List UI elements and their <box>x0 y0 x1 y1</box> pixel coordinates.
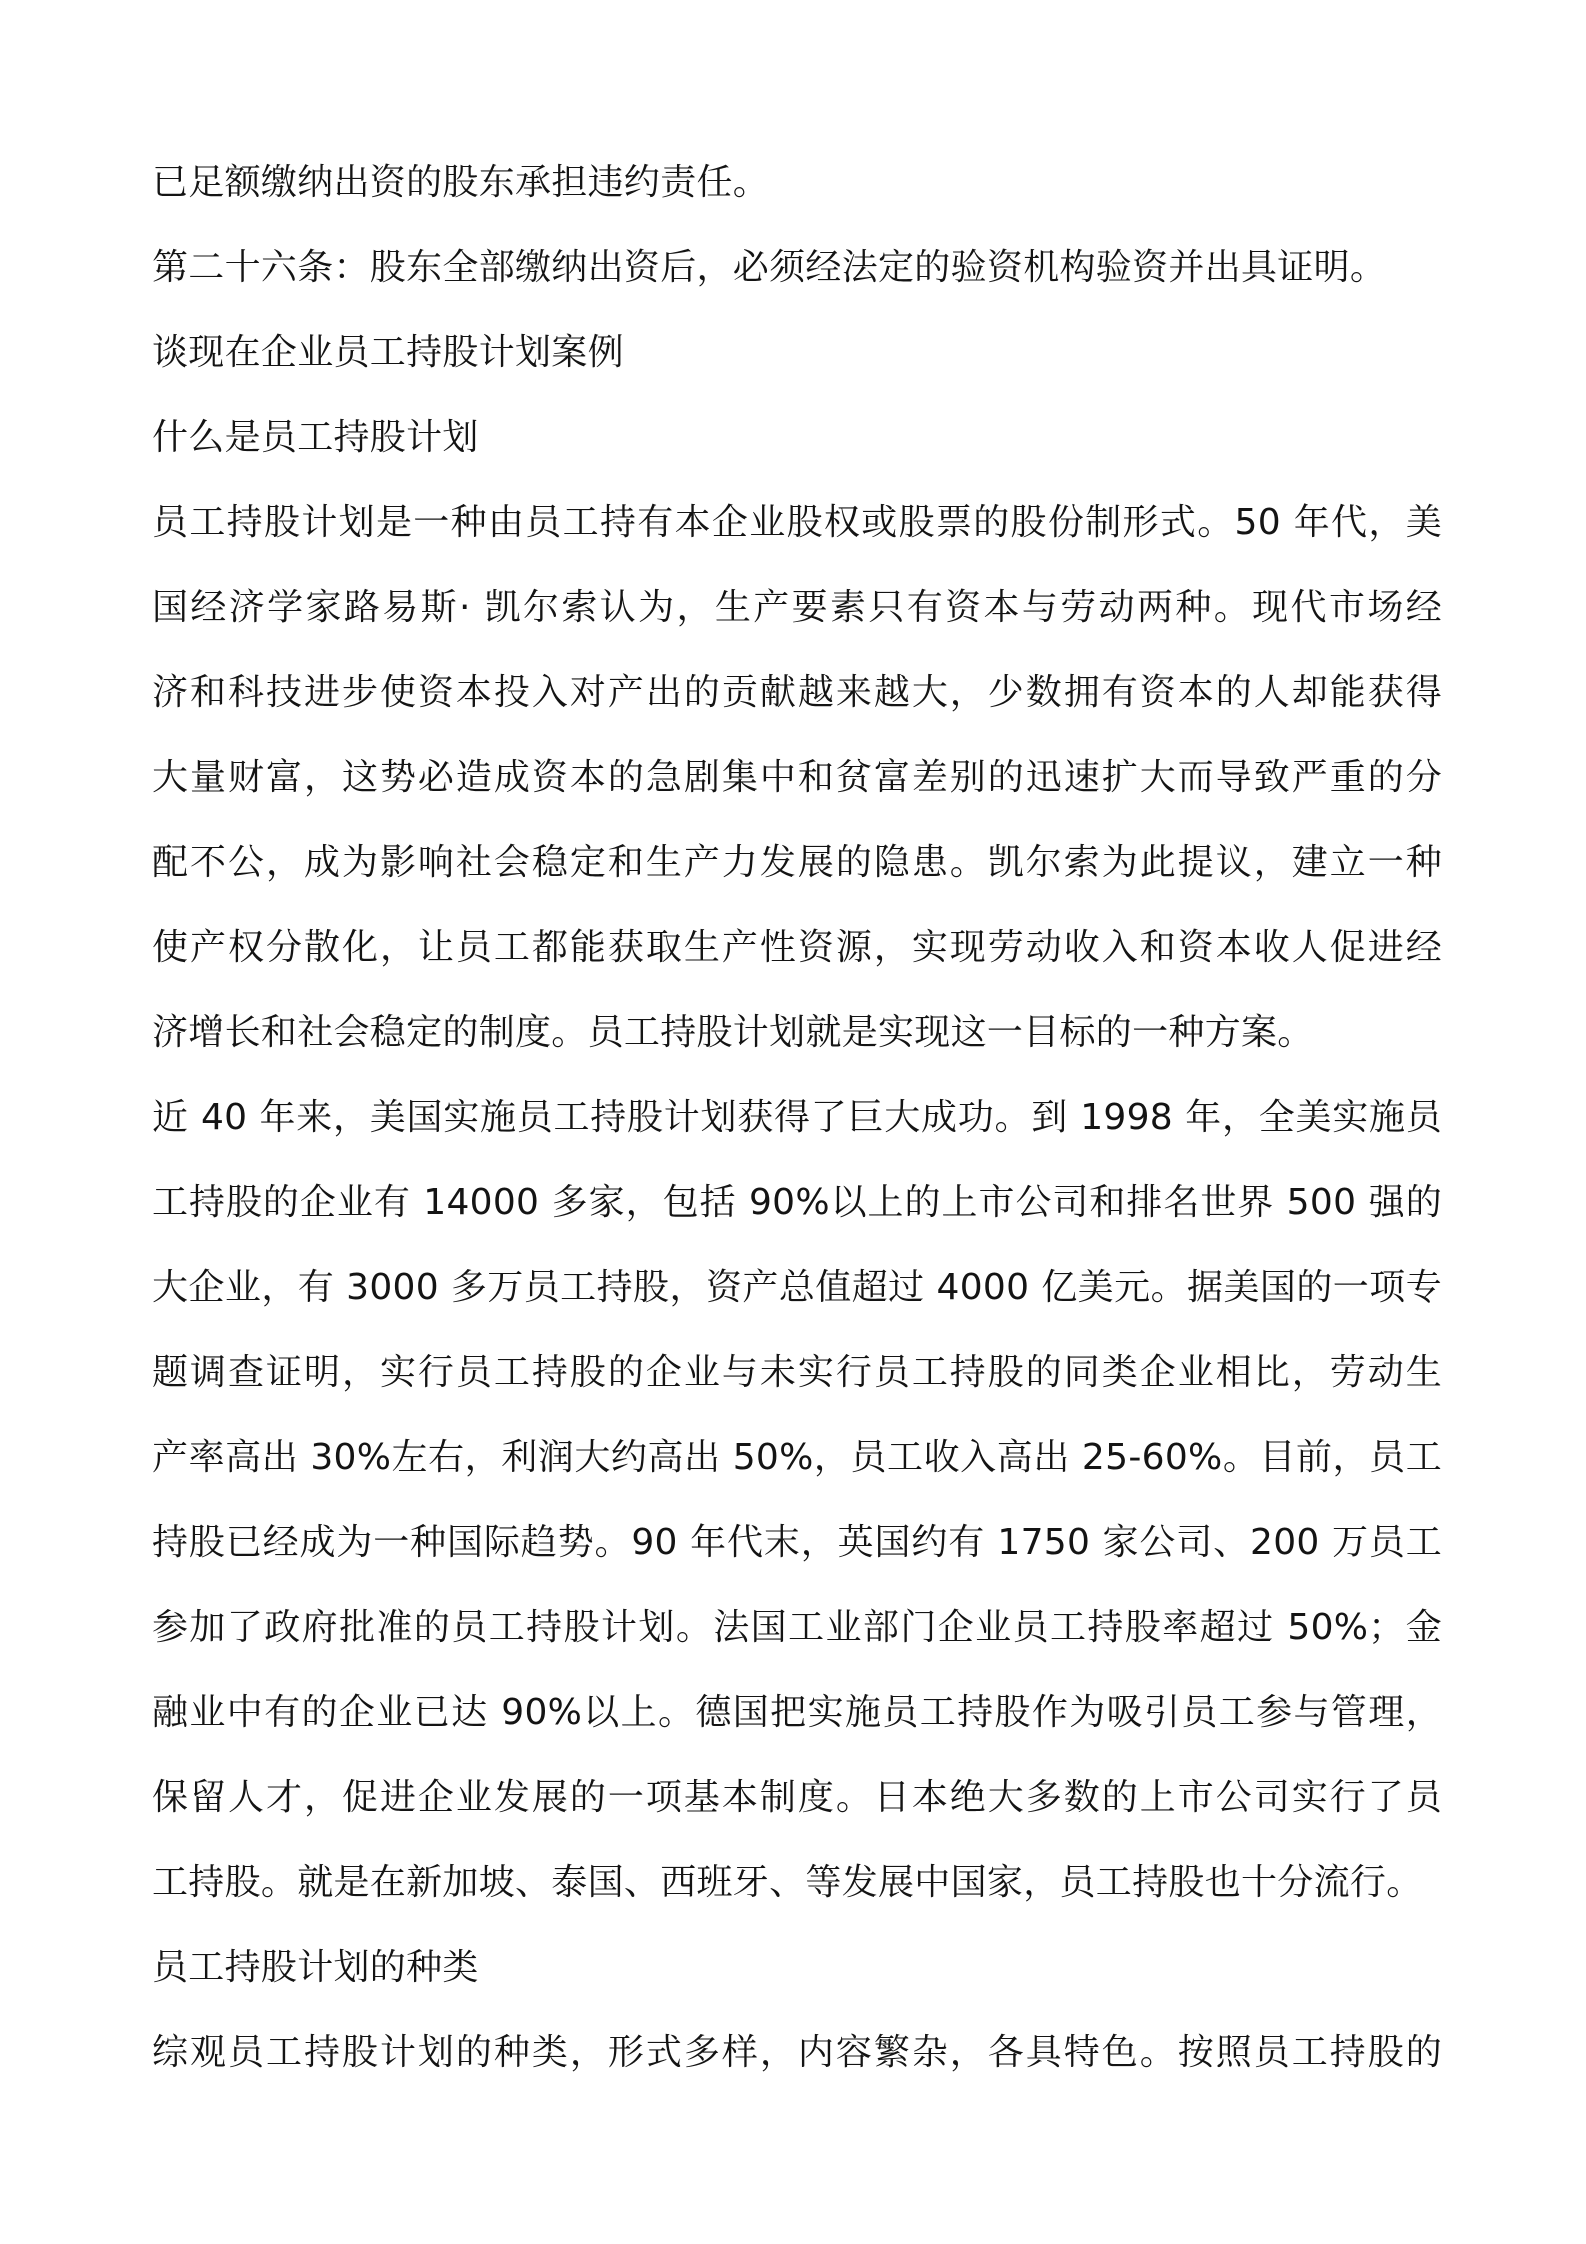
paragraph-line: 已足额缴纳出资的股东承担违约责任。 <box>152 162 770 203</box>
paragraph-line: 员工持股计划是一种由员工持有本企业股权或股票的股份制形式。50 年代，美 <box>152 502 1442 543</box>
paragraph-line: 保留人才，促进企业发展的一项基本制度。日本绝大多数的上市公司实行了员 <box>152 1777 1442 1818</box>
paragraph-line: 融业中有的企业已达 90%以上。德国把实施员工持股作为吸引员工参与管理， <box>152 1692 1442 1733</box>
paragraph-line: 工持股的企业有 14000 多家，包括 90%以上的上市公司和排名世界 500 强的 <box>152 1182 1442 1223</box>
paragraph-line: 济增长和社会稳定的制度。员工持股计划就是实现这一目标的一种方案。 <box>152 1012 1314 1053</box>
article-26-line: 第二十六条：股东全部缴纳出资后，必须经法定的验资机构验资并出具证明。 <box>152 247 1387 288</box>
paragraph-line: 配不公，成为影响社会稳定和生产力发展的隐患。凯尔索为此提议，建立一种 <box>152 842 1442 883</box>
paragraph-line: 产率高出 30%左右，利润大约高出 50%，员工收入高出 25-60%。目前，员工 <box>152 1437 1442 1478</box>
paragraph-line: 工持股。就是在新加坡、泰国、西班牙、等发展中国家，员工持股也十分流行。 <box>152 1862 1423 1903</box>
subsection-heading: 什么是员工持股计划 <box>152 417 479 458</box>
paragraph-line: 近 40 年来，美国实施员工持股计划获得了巨大成功。到 1998 年，全美实施员 <box>152 1097 1442 1138</box>
paragraph-line: 大企业，有 3000 多万员工持股，资产总值超过 4000 亿美元。据美国的一项专 <box>152 1267 1442 1308</box>
section-heading: 谈现在企业员工持股计划案例 <box>152 332 624 373</box>
document-page <box>152 140 1442 2095</box>
paragraph-line: 使产权分散化，让员工都能获取生产性资源，实现劳动收入和资本收人促进经 <box>152 927 1442 968</box>
paragraph-line: 题调查证明，实行员工持股的企业与未实行员工持股的同类企业相比，劳动生 <box>152 1352 1442 1393</box>
paragraph-line: 大量财富，这势必造成资本的急剧集中和贫富差别的迅速扩大而导致严重的分 <box>152 757 1442 798</box>
paragraph-line: 参加了政府批准的员工持股计划。法国工业部门企业员工持股率超过 50%；金 <box>152 1607 1442 1648</box>
paragraph-line: 持股已经成为一种国际趋势。90 年代末，英国约有 1750 家公司、200 万员工 <box>152 1522 1442 1563</box>
paragraph-line: 综观员工持股计划的种类，形式多样，内容繁杂，各具特色。按照员工持股的 <box>152 2032 1442 2073</box>
paragraph-line: 济和科技进步使资本投入对产出的贡献越来越大，少数拥有资本的人却能获得 <box>152 672 1442 713</box>
subsection-heading: 员工持股计划的种类 <box>152 1947 479 1988</box>
paragraph-line: 国经济学家路易斯· 凯尔索认为，生产要素只有资本与劳动两种。现代市场经 <box>152 587 1442 628</box>
